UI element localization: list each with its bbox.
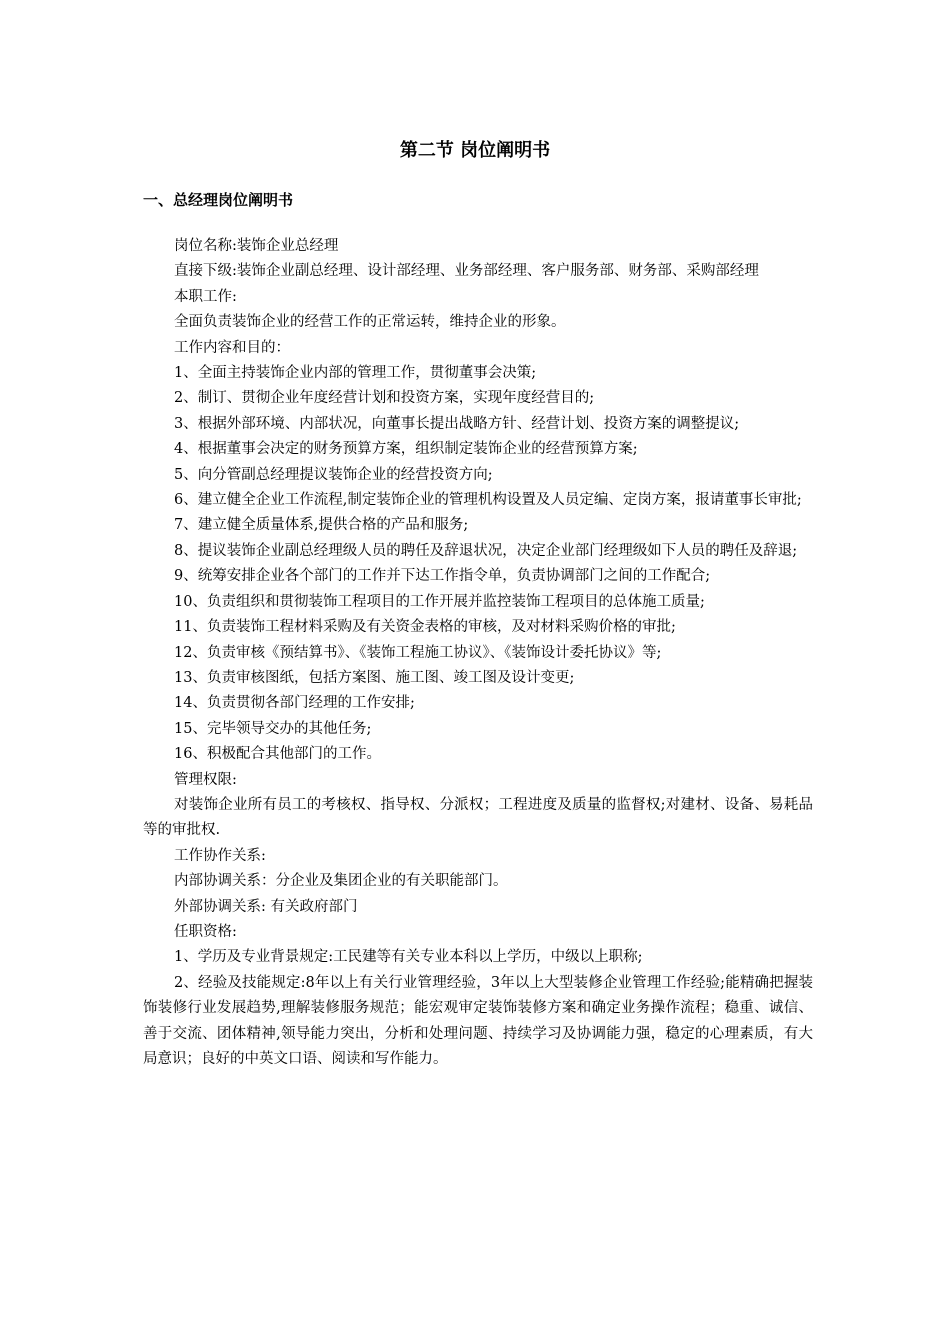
- paragraph-item-11: 11、负责装饰工程材料采购及有关资金表格的审核，及对材料采购价格的审批;: [174, 619, 676, 636]
- section-heading: 一、总经理岗位阐明书: [143, 191, 294, 209]
- paragraph-item-13: 13、负责审核图纸，包括方案图、施工图、竣工图及设计变更;: [174, 669, 575, 686]
- paragraph-item-9: 9、统筹安排企业各个部门的工作并下达工作指令单，负责协调部门之间的工作配合;: [174, 568, 711, 585]
- paragraph-collaboration-heading: 工作协作关系:: [174, 847, 266, 864]
- paragraph-item-16: 16、积极配合其他部门的工作。: [174, 746, 381, 763]
- paragraph-item-6: 6、建立健全企业工作流程,制定装饰企业的管理机构设置及人员定编、定岗方案，报请董事长审批;: [174, 492, 802, 509]
- paragraph-qualification-heading: 任职资格:: [174, 923, 237, 940]
- paragraph-item-2: 2、制订、贯彻企业年度经营计划和投资方案，实现年度经营目的;: [174, 390, 595, 407]
- paragraph-authority: 对装饰企业所有员工的考核权、指导权、分派权；工程进度及质量的监督权;对建材、设备、易耗品等的审批权.: [143, 796, 813, 839]
- paragraph-internal-coordination: 内部协调关系：分企业及集团企业的有关职能部门。: [174, 873, 508, 890]
- paragraph-item-3: 3、根据外部环境、内部状况，向董事长提出战略方针、经营计划、投资方案的调整提议;: [174, 415, 740, 432]
- paragraph-item-10: 10、负责组织和贯彻装饰工程项目的工作开展并监控装饰工程项目的总体施工质量;: [174, 593, 705, 610]
- paragraph-item-4: 4、根据董事会决定的财务预算方案，组织制定装饰企业的经营预算方案;: [174, 441, 638, 458]
- paragraph-item-15: 15、完毕领导交办的其他任务;: [174, 720, 372, 737]
- paragraph-item-8: 8、提议装饰企业副总经理级人员的聘任及辞退状况，决定企业部门经理级如下人员的聘任及辞退;: [174, 542, 798, 559]
- paragraph-position-name: 岗位名称:装饰企业总经理: [174, 238, 339, 254]
- paragraph-work-content-heading: 工作内容和目的：: [174, 339, 290, 356]
- paragraph-item-1: 1、全面主持装饰企业内部的管理工作，贯彻董事会决策;: [174, 365, 537, 382]
- paragraph-item-5: 5、向分管副总经理提议装饰企业的经营投资方向;: [174, 466, 493, 483]
- paragraph-item-12: 12、负责审核《预结算书》、《装饰工程施工协议》、《装饰设计委托协议》等;: [174, 644, 662, 661]
- paragraph-external-coordination: 外部协调关系: 有关政府部门: [174, 898, 358, 915]
- paragraph-duty: 全面负责装饰企业的经营工作的正常运转，维持企业的形象。: [174, 314, 566, 331]
- paragraph-item-7: 7、建立健全质量体系,提供合格的产品和服务;: [174, 517, 469, 534]
- paragraph-authority-heading: 管理权限:: [174, 771, 237, 788]
- paragraph-direct-subordinates: 直接下级:装饰企业副总经理、设计部经理、业务部经理、客户服务部、财务部、采购部经理: [174, 263, 759, 280]
- paragraph-qualification-2: 2、经验及技能规定:8年以上有关行业管理经验，3年以上大型装修企业管理工作经验;能精确把握装饰装修行业发展趋势,理解装修服务规范；能宏观审定装饰装修方案和确定业务操作流程；稳重、诚信、善于交流、团体精神,领导能力突出，分析和处理问题、持续学习及协调能力强，稳定的心理素质，有大局意识；良好的中英文口语、阅读和写作能力。: [143, 974, 813, 1067]
- paragraph-item-14: 14、负责贯彻各部门经理的工作安排;: [174, 695, 415, 712]
- paragraph-qualification-1: 1、学历及专业背景规定:工民建等有关专业本科以上学历，中级以上职称;: [174, 949, 643, 966]
- document-body: [143, 234, 813, 1072]
- page-title: 第二节 岗位阐明书: [399, 140, 551, 161]
- paragraph-duty-heading: 本职工作:: [174, 288, 237, 305]
